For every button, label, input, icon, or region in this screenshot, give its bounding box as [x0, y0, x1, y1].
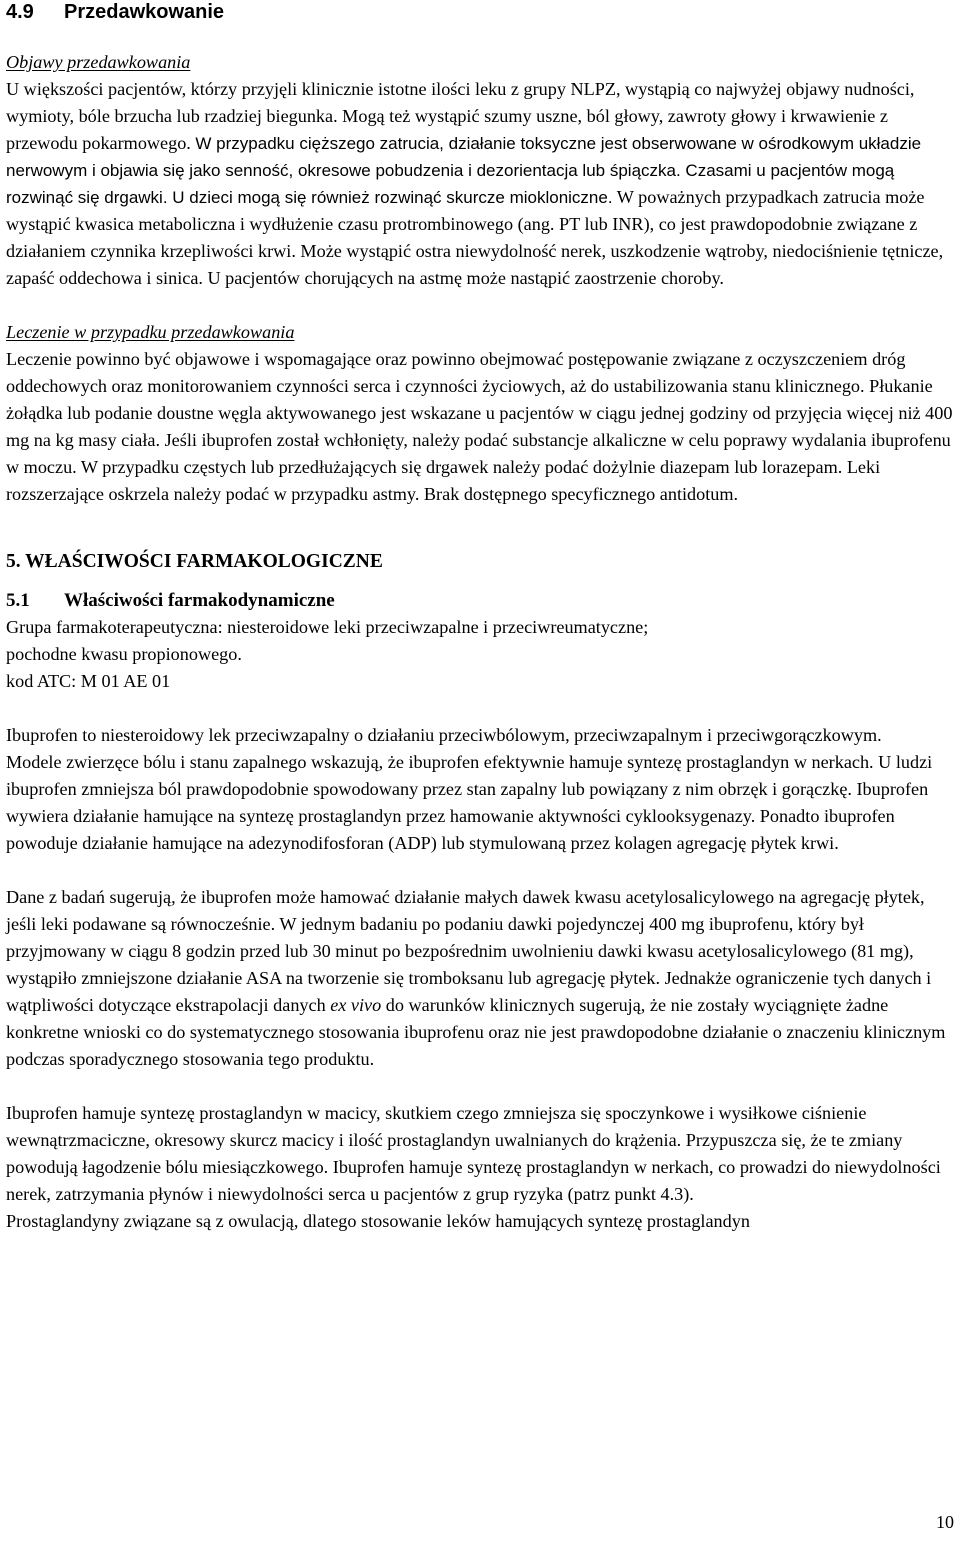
- symptoms-text: [6, 76, 956, 292]
- section-4-9-heading: [6, 0, 956, 24]
- paragraph-asa-interaction: [6, 884, 956, 1073]
- treatment-subtitle: Leczenie w przypadku przedawkowania: [6, 322, 295, 342]
- asa-text-after: do warunków klinicznych sugerują, że nie zostały wyciągnięte żadne konkretne wnioski co do systematycznego stosowania ibuprofenu oraz nie jest prawdopodobne działanie o znaczeniu klinicznym podczas sporadycznego stosowania tego produktu.: [6, 995, 946, 1069]
- document-page: [6, 0, 956, 1235]
- pharmacotherapeutic-group-line-1: Grupa farmakoterapeutyczna: niesteroidowe leki przeciwzapalne i przeciwreumatyczne;: [6, 617, 649, 637]
- treatment-text: Leczenie powinno być objawowe i wspomagające oraz powinno obejmować postępowanie związane z oczyszczeniem dróg oddechowych oraz monitorowaniem czynności serca i czynności życiowych, aż do ustabilizowania stanu klinicznego. Płukanie żołądka lub podanie doustne węgla aktywowanego jest wskazane u pacjentów w ciągu jednej godziny od przyjęcia więcej niż 400 mg na kg masy ciała. Jeśli ibuprofen został wchłonięty, należy podać substancje alkaliczne w celu poprawy wydalania ibuprofenu w moczu. W przypadku częstych lub przedłużających się drgawek należy podać dożylnie diazepam lub lorazepam. Leki rozszerzające oskrzela należy podać w przypadku astmy. Brak dostępnego specyficznego antidotum.: [6, 349, 953, 504]
- page-number: 10: [936, 1512, 954, 1532]
- atc-code: kod ATC: M 01 AE 01: [6, 671, 171, 691]
- pharmacotherapeutic-group-line-2: pochodne kwasu propionowego.: [6, 644, 242, 664]
- paragraph-ibuprofen-definition: Ibuprofen to niesteroidowy lek przeciwzapalny o działaniu przeciwbólowym, przeciwzapalnym i przeciwgorączkowym.: [6, 725, 882, 745]
- treatment-block: [6, 319, 956, 508]
- symptoms-subtitle: Objawy przedawkowania: [6, 52, 191, 72]
- section-4-9-number: 4.9: [6, 1, 34, 23]
- section-4-9-title: Przedawkowanie: [64, 1, 225, 23]
- symptoms-text-serif-1: U większości pacjentów, którzy przyjęli klinicznie istotne ilości leku z grupy NLPZ, wystąpią co najwyżej objawy nudności, wymioty, bóle brzucha lub rzadziej biegunka. Mogą też wystąpić szumy uszne, ból głowy, zawroty głowy i krwawienie z przewodu pokarmowego.: [6, 79, 915, 153]
- section-5-1-title: Właściwości farmakodynamiczne: [64, 590, 335, 611]
- section-5-heading: 5. WŁAŚCIWOŚCI FARMAKOLOGICZNE: [6, 551, 383, 572]
- symptoms-block: [6, 49, 956, 292]
- paragraph-ovulation: Prostaglandyny związane są z owulacją, dlatego stosowanie leków hamujących syntezę prostaglandyn: [6, 1211, 750, 1231]
- section-5-1-heading: [6, 587, 956, 614]
- paragraph-uterus: Ibuprofen hamuje syntezę prostaglandyn w macicy, skutkiem czego zmniejsza się spoczynkowe i wysiłkowe ciśnienie wewnątrzmaciczne, okresowy skurcz macicy i ilość prostaglandyn uwalnianych do krążenia. Przypuszcza się, że te zmiany powodują łagodzenie bólu miesiączkowego. Ibuprofen hamuje syntezę prostaglandyn w nerkach, co prowadzi do niewydolności nerek, zatrzymania płynów i niewydolności serca u pacjentów z grup ryzyka (patrz punkt 4.3).: [6, 1103, 941, 1204]
- symptoms-text-serif-2: W poważnych przypadkach zatrucia może wystąpić kwasica metaboliczna i wydłużenie czasu protrombinowego (ang. PT lub INR), co jest prawdopodobnie związane z działaniem czynnika krzepliwości krwi. Może wystąpić ostra niewydolność nerek, uszkodzenie wątroby, niedociśnienie tętnicze, zapaść oddechowa i sinica. U pacjentów chorujących na astmę może nastąpić zaostrzenie choroby.: [6, 187, 944, 288]
- symptoms-text-sans: W przypadku cięższego zatrucia, działanie toksyczne jest obserwowane w ośrodkowym układzie nerwowym i objawia się jako senność, okresowe pobudzenia i dezorientacja lub śpiączka. Czasami u pacjentów mogą rozwinąć się drgawki. U dzieci mogą się również rozwinąć skurcze miokloniczne.: [6, 134, 922, 207]
- section-5-1-number: 5.1: [6, 590, 30, 611]
- asa-text-before: Dane z badań sugerują, że ibuprofen może hamować działanie małych dawek kwasu acetylosalicylowego na agregację płytek, jeśli leki podawane są równocześnie. W jednym badaniu po podaniu dawki pojedynczej 400 mg ibuprofenu, który był przyjmowany w ciągu 8 godzin przed lub 30 minut po bezpośrednim uwolnieniu dawki kwasu acetylosalicylowego (81 mg), wystąpiło zmniejszone działanie ASA na tworzenie się tromboksanu lub agregację płytek. Jednakże ograniczenie tych danych i wątpliwości dotyczące ekstrapolacji danych: [6, 887, 932, 1015]
- paragraph-animal-models: Modele zwierzęce bólu i stanu zapalnego wskazują, że ibuprofen efektywnie hamuje syntezę prostaglandyn w nerkach. U ludzi ibuprofen zmniejsza ból prawdopodobnie spowodowany przez stan zapalny lub powiązany z nim obrzęk i gorączkę. Ibuprofen wywiera działanie hamujące na syntezę prostaglandyn przez hamowanie aktywności cyklooksygenazy. Ponadto ibuprofen powoduje działanie hamujące na adezynodifosforan (ADP) lub stymulowaną przez kolagen agregację płytek krwi.: [6, 752, 933, 853]
- asa-text-italic: ex vivo: [330, 995, 382, 1015]
